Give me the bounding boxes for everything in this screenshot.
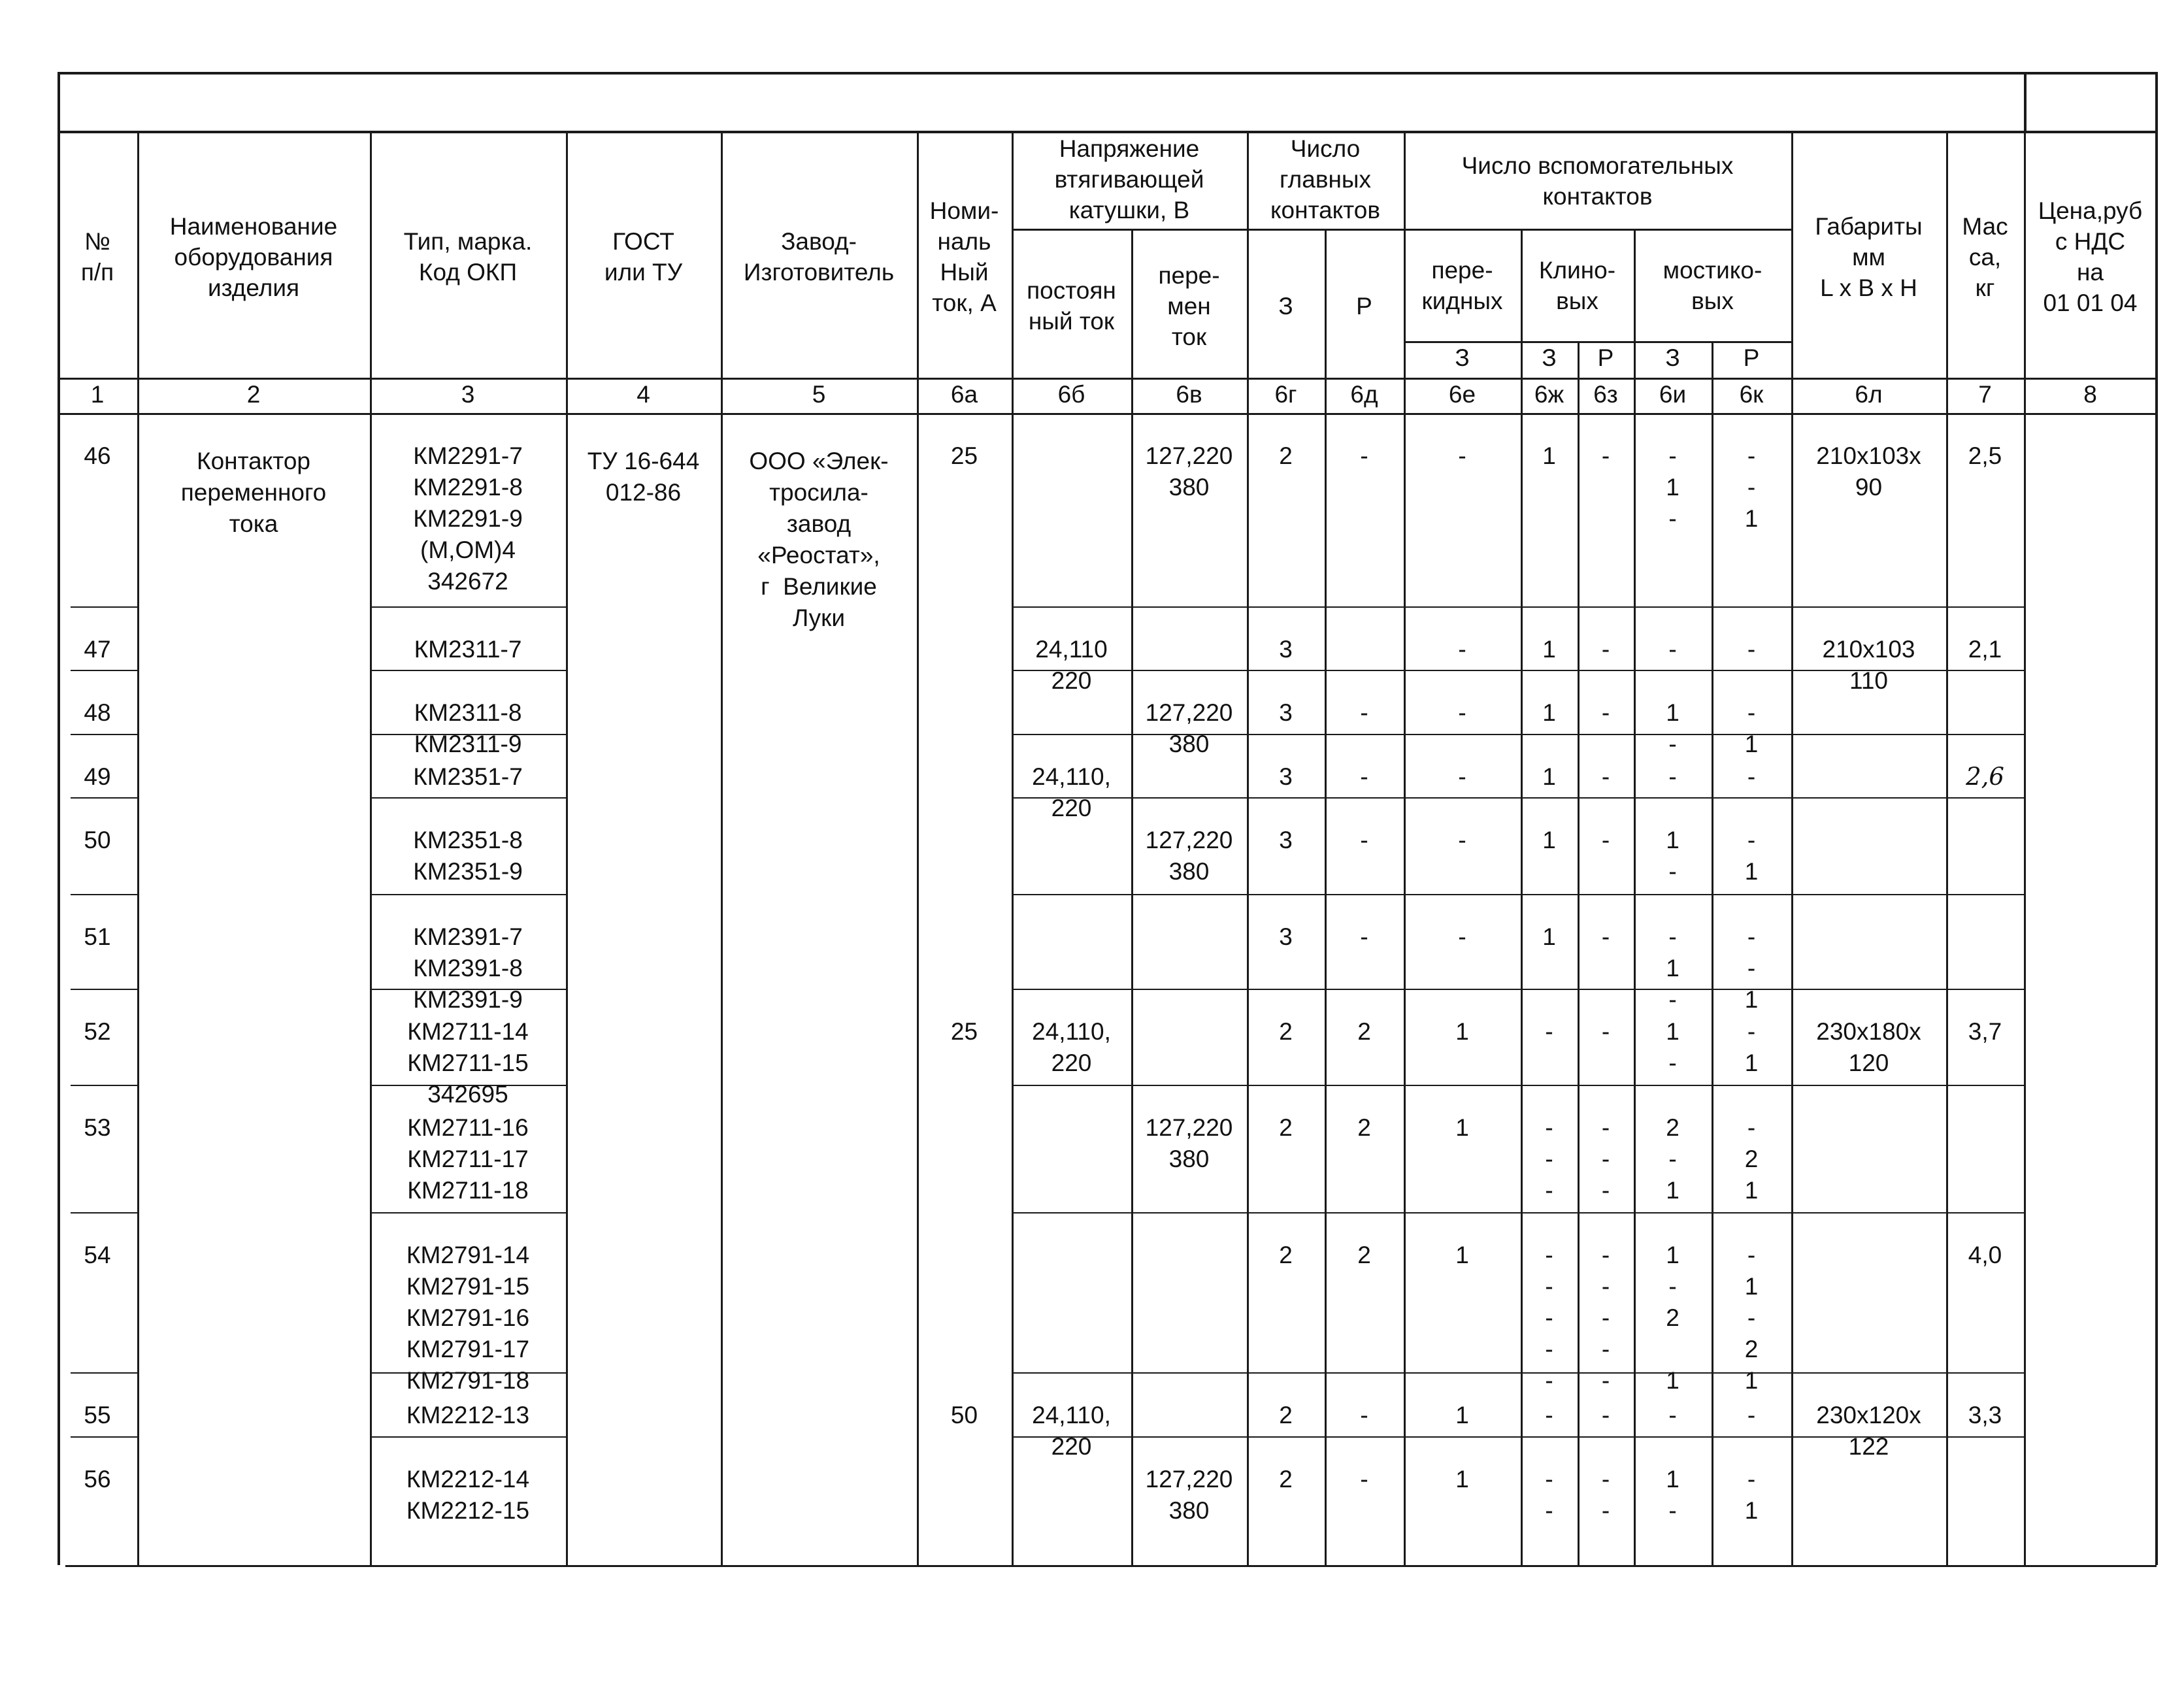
row-no-cell: 55 [84,1402,111,1428]
row-r-cell: - [1360,442,1368,469]
row-br-cell: - 1 [1744,699,1759,757]
header-gost: ГОСТ или ТУ [604,228,683,286]
row-wr-cell: - [1601,699,1610,726]
header-aux-trans: пере- кидных [1421,257,1503,314]
row-wr-cell: - [1601,1018,1610,1045]
column-number: 6е [1448,381,1476,408]
row-z-cell: 3 [1279,699,1293,726]
row-wr-cell: - [1601,442,1610,469]
row-no-cell: 54 [84,1242,111,1268]
column-number: 6и [1659,381,1687,408]
row-dc-cell: 24,110, 220 [1032,1018,1111,1076]
column-number: 6б [1057,381,1085,408]
row-r-cell: 2 [1357,1018,1371,1045]
row-br-cell: - - 1 [1744,923,1759,1013]
header-mass: Мас са, кг [1962,212,2008,301]
row-mass-cell: 4,0 [1968,1242,2002,1268]
row-dc-cell: 24,110 220 [1035,636,1108,694]
row-z-cell: 2 [1279,1402,1293,1428]
row-no-cell: 52 [84,1018,111,1045]
row-r-cell: - [1360,1466,1368,1493]
row-bz-cell: - [1668,636,1677,663]
row-wz-cell: - - [1545,1466,1553,1524]
row-wz-cell: - [1545,1402,1553,1428]
column-number: 6з [1593,381,1618,408]
row-wz-cell: 1 [1542,699,1556,726]
row-wz-cell: 1 [1542,923,1556,950]
column-number: 6а [950,381,978,408]
block-gost: ТУ 16-644 012-86 [587,448,700,506]
row-br-cell: - 1 [1744,1466,1759,1524]
row-bz-cell: 1 - [1666,1018,1679,1076]
header-no: № п/п [80,228,114,286]
row-r-cell: - [1360,1402,1368,1428]
row-z-cell: 3 [1279,763,1293,790]
row-ac-cell: 127,220 380 [1145,1466,1233,1524]
row-bz-cell: - 1 - [1666,923,1679,1013]
row-z-cell: 2 [1279,1114,1293,1141]
block-plant: ООО «Элек- тросила- завод «Реостат», г Великие Луки [749,448,889,631]
row-z-cell: 3 [1279,636,1293,663]
row-wr-cell: - [1601,1402,1610,1428]
row-mass-cell: 2,5 [1968,442,2002,469]
row-trans-cell: - [1458,923,1466,950]
row-trans-cell: - [1458,442,1466,469]
row-z-cell: 3 [1279,923,1293,950]
row-ac-cell: 127,220 380 [1145,699,1233,757]
row-type-cell: КМ2291-7 КМ2291-8 КМ2291-9 (М,ОМ)4 342672 [413,442,523,595]
column-number: 5 [812,381,826,408]
header-coil-dc: постоян ный ток [1027,277,1116,335]
column-number: 6к [1739,381,1764,408]
column-number: 6в [1176,381,1202,408]
row-z-cell: 2 [1279,1018,1293,1045]
row-wz-cell: - - - [1545,1114,1553,1204]
header-main-z: З [1278,292,1293,320]
header-coil-ac: пере- мен ток [1158,261,1220,350]
row-current-cell: 25 [950,1018,978,1045]
row-current-cell: 25 [950,442,978,469]
header-coil: Напряжение втягивающей катушки, В [1054,135,1204,223]
column-number: 6ж [1534,381,1564,408]
header-plant: Завод- Изготовитель [743,228,895,286]
row-ac-cell: 127,220 380 [1145,442,1233,501]
row-dims-cell: 230x180x 120 [1816,1018,1921,1076]
row-z-cell: 2 [1279,1466,1293,1493]
row-no-cell: 46 [84,442,111,469]
row-type-cell: КМ2391-7 КМ2391-8 КМ2391-9 [413,923,523,1013]
row-bz-cell: - [1668,1402,1677,1428]
row-dims-cell: 210x103x 90 [1816,442,1921,501]
row-z-cell: 2 [1279,1242,1293,1268]
row-trans-cell: - [1458,699,1466,726]
row-br-cell: - 1 - 2 1 [1744,1242,1759,1394]
header-aux-bridge-z: З [1665,344,1680,371]
row-type-cell: КМ2311-8 КМ2311-9 [414,699,522,757]
row-type-cell: КМ2351-7 [413,763,523,790]
table-top-border [58,72,2157,74]
page-number-divider [2024,72,2027,131]
row-type-cell: КМ2212-13 [406,1402,530,1428]
row-r-cell: - [1360,699,1368,726]
row-bz-cell: 2 - 1 [1666,1114,1679,1204]
row-mass-cell: 2,6 [1966,763,2004,791]
column-number: 1 [90,381,105,408]
header-dims: Габариты мм L x B x H [1815,212,1923,301]
header-aux-bridge-r: Р [1743,344,1760,371]
row-dims-cell: 210x103 110 [1822,636,1915,694]
row-no-cell: 56 [84,1466,111,1493]
row-wr-cell: - - - [1601,1114,1610,1204]
row-trans-cell: 1 [1455,1018,1469,1045]
header-aux: Число вспомогательных контактов [1461,152,1734,210]
row-no-cell: 51 [84,923,111,950]
column-number: 7 [1978,381,1992,408]
row-mass-cell: 3,7 [1968,1018,2002,1045]
row-bz-cell: 1 - [1666,699,1679,757]
row-type-cell: КМ2711-14 КМ2711-15 342695 [407,1018,529,1108]
row-no-cell: 48 [84,699,111,726]
column-number: 8 [2083,381,2097,408]
column-number: 4 [637,381,650,408]
row-bz-cell: 1 - 2 1 [1666,1242,1679,1394]
row-r-cell: 2 [1357,1242,1371,1268]
block-equipment-name: Контактор переменного тока [180,448,327,537]
row-type-cell: КМ2711-16 КМ2711-17 КМ2711-18 [407,1114,529,1204]
row-trans-cell: 1 [1455,1242,1469,1268]
row-no-cell: 49 [84,763,111,790]
header-aux-wedge: Клино- вых [1538,257,1616,314]
row-no-cell: 50 [84,827,111,853]
header-aux-bridge: мостико- вых [1663,257,1762,314]
row-dc-cell: 24,110, 220 [1032,1402,1111,1460]
row-wr-cell: - [1601,636,1610,663]
row-wz-cell: 1 [1542,827,1556,853]
row-br-cell: - - 1 [1744,442,1759,532]
row-wz-cell: 1 [1542,636,1556,663]
row-type-cell: КМ2311-7 [414,636,522,663]
row-bz-cell: 1 - [1666,1466,1679,1524]
row-trans-cell: - [1458,763,1466,790]
row-wr-cell: - [1601,827,1610,853]
header-main: Число главных контактов [1270,135,1381,223]
row-mass-cell: 2,1 [1968,636,2002,663]
row-dims-cell: 230x120x 122 [1816,1402,1921,1460]
row-z-cell: 3 [1279,827,1293,853]
row-z-cell: 2 [1279,442,1293,469]
row-wz-cell: - - - - - [1545,1242,1553,1394]
row-wz-cell: 1 [1542,442,1556,469]
header-current: Номи- наль Ный ток, А [929,197,999,316]
row-trans-cell: 1 [1455,1114,1469,1141]
row-bz-cell: - [1668,763,1677,790]
row-wr-cell: - [1601,763,1610,790]
row-dc-cell: 24,110, 220 [1032,763,1111,821]
row-no-cell: 53 [84,1114,111,1141]
row-r-cell: - [1360,827,1368,853]
row-type-cell: КМ2212-14 КМ2212-15 [406,1466,530,1524]
row-trans-cell: 1 [1455,1402,1469,1428]
row-br-cell: - 1 [1744,827,1759,885]
table-bottom-border [65,1565,2157,1567]
row-trans-cell: - [1458,636,1466,663]
column-number: 3 [461,381,475,408]
column-number: 6л [1855,381,1883,408]
row-br-cell: - 2 1 [1744,1114,1759,1204]
row-no-cell: 47 [84,636,111,663]
row-br-cell: - 1 [1744,1018,1759,1076]
row-r-cell: 2 [1357,1114,1371,1141]
column-number: 6г [1274,381,1297,408]
row-trans-cell: 1 [1455,1466,1469,1493]
row-wr-cell: - - - - - [1601,1242,1610,1394]
row-bz-cell: 1 - [1666,827,1679,885]
row-br-cell: - [1747,636,1756,663]
row-type-cell: КМ2351-8 КМ2351-9 [413,827,523,885]
row-current-cell: 50 [950,1402,978,1428]
header-price: Цена,руб с НДС на 01 01 04 [2038,197,2143,316]
header-name: Наименование оборудования изделия [169,212,338,301]
row-r-cell: - [1360,923,1368,950]
row-type-cell: КМ2791-14 КМ2791-15 КМ2791-16 КМ2791-17 КМ2791-18 [406,1242,530,1394]
row-mass-cell: 3,3 [1968,1402,2002,1428]
header-type: Тип, марка. Код ОКП [403,228,533,286]
row-br-cell: - [1747,763,1756,790]
row-bz-cell: - 1 - [1666,442,1679,532]
row-wr-cell: - - [1601,1466,1610,1524]
row-ac-cell: 127,220 380 [1145,1114,1233,1172]
header-aux-wedge-z: З [1542,344,1557,371]
header-main-r: Р [1356,292,1372,320]
row-wz-cell: - [1545,1018,1553,1045]
header-aux-wedge-r: Р [1597,344,1614,371]
row-ac-cell: 127,220 380 [1145,827,1233,885]
row-trans-cell: - [1458,827,1466,853]
row-wz-cell: 1 [1542,763,1556,790]
column-number: 2 [246,381,261,408]
row-wr-cell: - [1601,923,1610,950]
column-number: 6д [1350,381,1378,408]
header-aux-trans-z: З [1455,344,1470,371]
row-br-cell: - [1747,1402,1756,1428]
row-r-cell: - [1360,763,1368,790]
